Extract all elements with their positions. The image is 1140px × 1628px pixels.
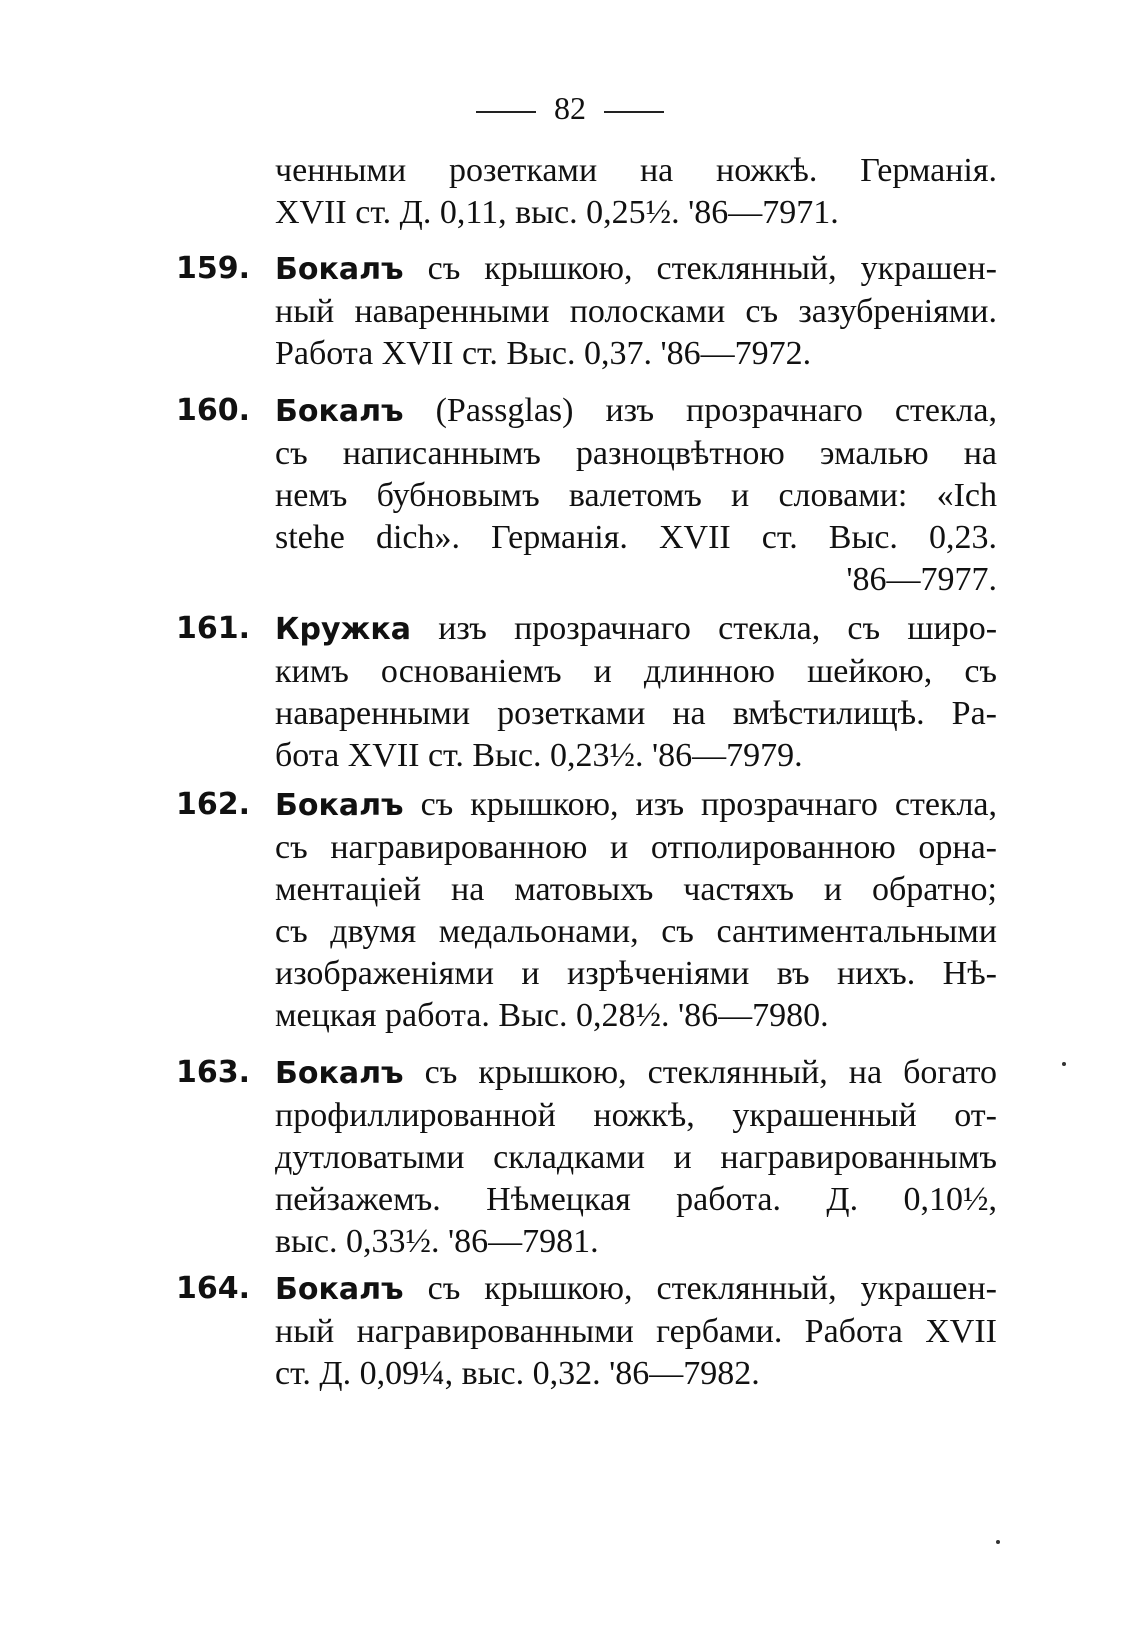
entry-lead-word: Бокалъ	[275, 252, 404, 287]
text-line: ный наваренными полосками съ зазубреніями.	[275, 293, 997, 330]
entry-lead-word: Бокалъ	[275, 394, 404, 429]
text-line: профиллированной ножкѣ, украшенный от-	[275, 1097, 997, 1134]
continuation-text	[275, 150, 997, 234]
header-rule-right	[604, 111, 664, 113]
text-line: бота XVII ст. Выс. 0,23½. '86—7979.	[275, 737, 803, 774]
entry-lead-word: Бокалъ	[275, 1272, 404, 1307]
text-line: кимъ основаніемъ и длинною шейкою, съ	[275, 653, 997, 690]
text-line: съ крышкою, стеклянный, украшен-	[427, 1270, 997, 1307]
text-line: пейзажемъ. Нѣмецкая работа. Д. 0,10½,	[275, 1181, 997, 1218]
print-speck	[996, 1540, 1000, 1544]
catalog-entry	[275, 390, 997, 601]
text-line: '86—7977.	[846, 561, 997, 598]
entry-number: 159.	[176, 251, 251, 286]
catalog-entry	[275, 1052, 997, 1263]
entry-number: 160.	[176, 393, 251, 428]
text-line: ментаціей на матовыхъ частяхъ и обратно;	[275, 871, 997, 908]
page-number: 82	[554, 90, 586, 126]
entry-number: 161.	[176, 611, 251, 646]
text-line: съ двумя медальонами, съ сантиментальными	[275, 913, 997, 950]
text-line: ст. Д. 0,09¼, выс. 0,32. '86—7982.	[275, 1355, 760, 1392]
text-line: съ крышкою, стеклянный, на богато	[424, 1054, 997, 1091]
catalog-entry	[275, 608, 997, 777]
text-line: изображеніями и изрѣченіями въ нихъ. Нѣ-	[275, 955, 997, 992]
text-line: выс. 0,33½. '86—7981.	[275, 1223, 599, 1260]
entry-number: 164.	[176, 1271, 251, 1306]
text-line: съ крышкою, изъ прозрачнаго стекла,	[420, 786, 997, 823]
text-line: XVII ст. Д. 0,11, выс. 0,25½. '86—7971.	[275, 194, 839, 231]
print-speck	[1062, 1062, 1066, 1066]
entry-lead-word: Бокалъ	[275, 1056, 404, 1091]
entry-number: 163.	[176, 1055, 251, 1090]
text-line: наваренными розетками на вмѣстилищѣ. Ра-	[275, 695, 997, 732]
catalog-entry	[275, 1268, 997, 1395]
entry-number: 162.	[176, 787, 251, 822]
text-line: немъ бубновымъ валетомъ и словами: «Ich	[275, 477, 997, 514]
page-header	[0, 88, 1140, 128]
header-rule-left	[476, 111, 536, 113]
entry-lead-word: Кружка	[275, 612, 412, 647]
entry-lead-word: Бокалъ	[275, 788, 404, 823]
text-line: дутловатыми складками и награвированнымъ	[275, 1139, 997, 1176]
text-line: Работа XVII ст. Выс. 0,37. '86—7972.	[275, 335, 812, 372]
catalog-entry	[275, 784, 997, 1037]
text-line: мецкая работа. Выс. 0,28½. '86—7980.	[275, 997, 829, 1034]
text-line: ный награвированными гербами. Работа XVII	[275, 1313, 997, 1350]
text-line: ченными розетками на ножкѣ. Германія.	[275, 152, 997, 189]
text-line: съ награвированною и отполированною орна-	[275, 829, 997, 866]
text-line: съ написаннымъ разноцвѣтною эмалью на	[275, 435, 997, 472]
text-line: (Passglas) изъ прозрачнаго стекла,	[435, 392, 997, 429]
catalog-entry	[275, 248, 997, 375]
text-line: изъ прозрачнаго стекла, съ широ-	[438, 610, 998, 647]
text-line: съ крышкою, стеклянный, украшен-	[427, 250, 997, 287]
text-line: stehe dich». Германія. XVII ст. Выс. 0,23.	[275, 519, 997, 556]
